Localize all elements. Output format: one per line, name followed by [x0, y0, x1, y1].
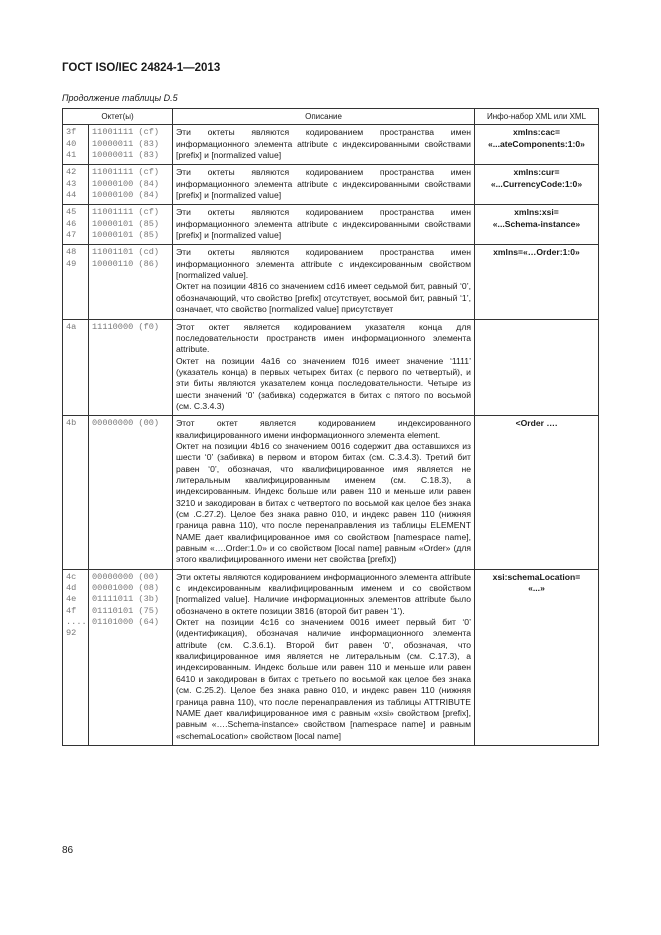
- octet-position: 45 46 47: [63, 205, 89, 245]
- xml-infoset: xmlns:cur= «...CurrencyCode:1:0»: [475, 165, 599, 205]
- description-paragraph: Октет на позиции 4816 со значением cd16 имеет седьмой бит, равный ‘0’, обозначающий, что свойство [prefix] отсутствует, восьмой бит, равный ‘1’, означает, что свойство [normalized value] присутствует: [176, 281, 471, 315]
- row-description: [173, 245, 475, 319]
- row-description: [173, 125, 475, 165]
- table-row: [63, 205, 599, 245]
- row-description: [173, 165, 475, 205]
- row-description: [173, 205, 475, 245]
- column-header-octets: Октет(ы): [63, 109, 173, 125]
- document-header: ГОСТ ISO/IEC 24824-1—2013: [62, 62, 221, 74]
- octet-table: [62, 108, 599, 746]
- row-description: [173, 416, 475, 569]
- description-paragraph: Эти октеты являются кодированием информационного элемента attribute с индексированным квалифицированным именем и со свойством [normalized value]. Наличие информационных элементов attribute было обозначено в октете позиции 3816 (второй бит равен ‘1’).: [176, 571, 471, 616]
- table-caption: Продолжение таблицы D.5: [62, 93, 178, 103]
- description-paragraph: Октет на позиции 4b16 со значением 0016 содержит два оставшихся из шести ‘0’ (забивка) в первом и втором битах (см. С.3.4.3). Третий бит равен ‘0’, обозначая, что квалифицированное имя является не литеральным квалифицированным именем (см. С.18.3), а индексированным. Индекс больше или равен 110 и меньше или равен 3210 и закодирован в битах с четвертого по восьмой как целое без знака (см .С.27.2). Целое без знака равно 010, и индекс равен 110 (нижняя граница равна 110), что после перенаправления из таблицы ELEMENT NAME дает квалифицированное имя со свойством [namespace name], равным «….Order:1.0» и со свойством [local name] равным «Order» (для этого квалифицированного имени нет свойства [prefix]): [176, 440, 471, 565]
- column-header-description: Описание: [173, 109, 475, 125]
- row-description: [173, 569, 475, 745]
- description-paragraph: Этот октет является кодированием указателя конца для последовательности пространств имен информационного элемента attribute.: [176, 321, 471, 355]
- octet-position: 4c 4d 4e 4f .... 92: [63, 569, 89, 745]
- description-paragraph: Октет на позиции 4c16 со значением 0016 имеет первый бит ‘0’ (идентификация), обозначая наличие информационного элемента attribute (см. С.3.6.1). Второй бит равен ‘0’, обозначая, что квалифицированное имя является не литеральным (см. С.17.3), а индексированным. Индекс больше или равен 110 и меньше или равен 6410 и закодирован в битах с третьего по восьмой как целое без знака (см. С.25.2). Целое без знака равно 010, и индекс равен 110 (нижняя граница равна 110), что после перенаправления из таблицы ATTRIBUTE NAME дает квалифицированное имя с равным «xsi» свойством [prefix], равным «….Schema-instance» свойством [namespace name] и равным «schemaLocation» свойством [local name]: [176, 617, 471, 741]
- octet-position: 48 49: [63, 245, 89, 319]
- column-header-xml: Инфо-набор XML или XML: [475, 109, 599, 125]
- octet-bits: 11001101 (cd) 10000110 (86): [89, 245, 173, 319]
- xml-infoset: <Order ….: [475, 416, 599, 569]
- octet-bits: 11110000 (f0): [89, 319, 173, 416]
- octet-position: 3f 40 41: [63, 125, 89, 165]
- table-row: [63, 245, 599, 319]
- octet-position: 42 43 44: [63, 165, 89, 205]
- octet-bits: 11001111 (cf) 10000011 (83) 10000011 (83): [89, 125, 173, 165]
- table-row: [63, 125, 599, 165]
- description-paragraph: Эти октеты являются кодированием пространства имен информационного элемента attribute с индексированными свойствами [prefix] и [normalized value]: [176, 207, 471, 241]
- table-header-row: [63, 109, 599, 125]
- octet-bits: 11001111 (cf) 10000100 (84) 10000100 (84): [89, 165, 173, 205]
- table-row: [63, 569, 599, 745]
- description-paragraph: Эти октеты являются кодированием пространства имен информационного элемента attribute с индексированными свойствами [prefix] и [normalized value]: [176, 127, 471, 161]
- page-number: 86: [62, 845, 74, 856]
- octet-bits: 00000000 (00): [89, 416, 173, 569]
- xml-infoset: xsi:schemaLocation= «...»: [475, 569, 599, 745]
- xml-infoset: xmlns:xsi= «...Schema-instance»: [475, 205, 599, 245]
- description-paragraph: Октет на позиции 4a16 со значением f016 имеет значение ‘1111’ (указатель конца) в первых четырех битах (с первого по четвертый), и эти биты являются указателем конца последовательности. Четыре из шести значений ‘0’ (забивка) содержатся в битах с пятого по восьмой (см. С.3.4.3): [176, 355, 471, 411]
- table-row: [63, 165, 599, 205]
- xml-infoset: xmlns:cac= «...ateComponents:1:0»: [475, 125, 599, 165]
- description-paragraph: Эти октеты являются кодированием пространства имен информационного элемента attribute с индексированным свойством [normalized value].: [176, 247, 471, 281]
- description-paragraph: Этот октет является кодированием индексированного квалифицированного имени информационного элемента element.: [176, 418, 471, 440]
- xml-infoset: xmlns=«…Order:1:0»: [475, 245, 599, 319]
- xml-infoset: [475, 319, 599, 416]
- octet-bits: 11001111 (cf) 10000101 (85) 10000101 (85): [89, 205, 173, 245]
- row-description: [173, 319, 475, 416]
- octet-position: 4b: [63, 416, 89, 569]
- table-row: [63, 416, 599, 569]
- octet-bits: 00000000 (00) 00001000 (08) 01111011 (3b) 01110101 (75) 01101000 (64): [89, 569, 173, 745]
- table-row: [63, 319, 599, 416]
- octet-position: 4a: [63, 319, 89, 416]
- description-paragraph: Эти октеты являются кодированием пространства имен информационного элемента attribute с индексированными свойствами [prefix] и [normalized value]: [176, 167, 471, 201]
